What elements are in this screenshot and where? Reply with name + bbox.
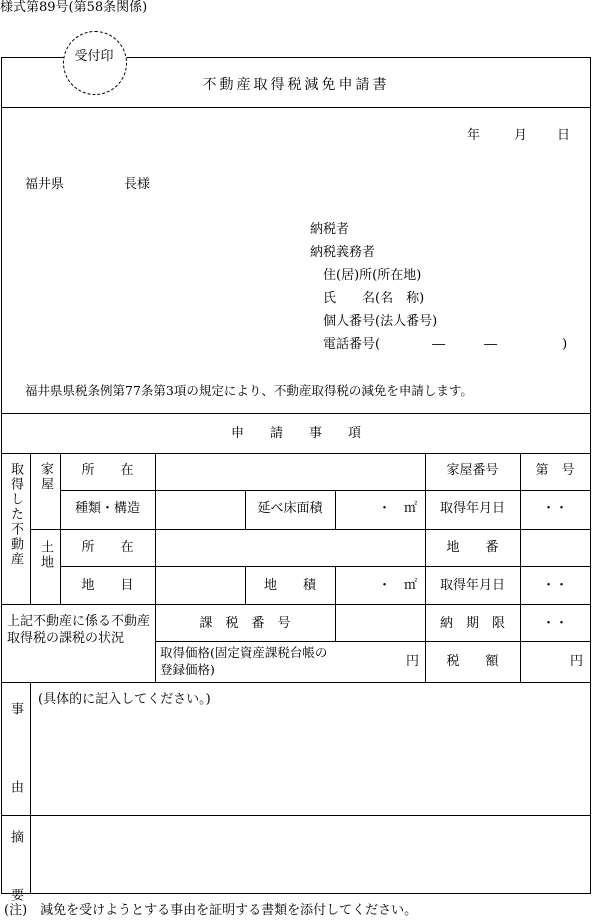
price-yen-unit: 円 — [405, 654, 419, 669]
house-number-label: 家屋番号 — [446, 463, 499, 478]
floor-area-unit: ・ ㎡ — [377, 501, 417, 516]
footnote: (注) 減免を受けようとする事由を証明する書類を添付してください。 — [4, 903, 418, 918]
house-acq-date-label: 取得年月日 — [439, 501, 505, 516]
form-number: 様式第89号(第58条関係) — [0, 0, 148, 15]
date-day: 日 — [557, 128, 571, 143]
land-area-unit: ・ ㎡ — [377, 578, 417, 593]
tax-status-label: 上記不動産に係る不動産取得税の課税の状況 — [7, 614, 151, 646]
land-label: 土地 — [38, 540, 53, 570]
house-acq-date-value: ・・ — [541, 501, 568, 516]
tax-yen-unit: 円 — [569, 654, 583, 669]
land-location-label: 所 在 — [81, 540, 134, 555]
tax-amount-label: 税 額 — [446, 654, 499, 669]
addressee-honorific: 長様 — [124, 177, 151, 192]
acquisition-price-label: 取得価格(固定資産課税台帳の登録価格) — [160, 645, 328, 677]
address-label: 住(居)所(所在地) — [323, 268, 422, 283]
name-label: 氏 名(名 称) — [323, 291, 425, 306]
form-title: 不動産取得税減免申請書 — [202, 77, 390, 93]
land-category-label: 地 目 — [81, 578, 134, 593]
acquired-property-label: 取得した不動産 — [8, 462, 23, 567]
phone-label: 電話番号( ― ― ) — [323, 337, 568, 352]
addressee-prefecture: 福井県 — [25, 177, 65, 192]
house-label: 家屋 — [38, 462, 53, 492]
stamp-label: 受付印 — [74, 49, 114, 64]
floor-area-label: 延べ床面積 — [257, 501, 323, 516]
date-year: 年 — [467, 128, 481, 143]
section-header: 申 請 事 項 — [230, 426, 361, 441]
tax-obligor-label: 納税義務者 — [310, 245, 376, 260]
lot-number-label: 地 番 — [446, 540, 499, 555]
house-number-suffix: 第 号 — [535, 463, 575, 478]
land-acq-date-label: 取得年月日 — [439, 578, 505, 593]
due-date-value: ・・ — [541, 616, 568, 631]
application-statement: 福井県県税条例第77条第3項の規定により、不動産取得税の減免を申請します。 — [25, 383, 473, 398]
reason-label: 事 由 — [8, 702, 23, 819]
reason-field[interactable]: (具体的に記入してください。) — [38, 692, 211, 707]
kind-structure-label: 種類・構造 — [74, 501, 140, 516]
due-date-label: 納 期 限 — [439, 616, 505, 631]
id-number-label: 個人番号(法人番号) — [323, 314, 438, 329]
land-acq-date-value: ・・ — [541, 578, 568, 593]
summary-label: 摘 要 — [8, 830, 23, 917]
house-location-label: 所 在 — [81, 463, 134, 478]
tax-number-label: 課 税 番 号 — [199, 616, 291, 631]
date-month: 月 — [514, 128, 528, 143]
land-area-label: 地 積 — [263, 578, 316, 593]
taxpayer-label: 納税者 — [310, 222, 350, 237]
